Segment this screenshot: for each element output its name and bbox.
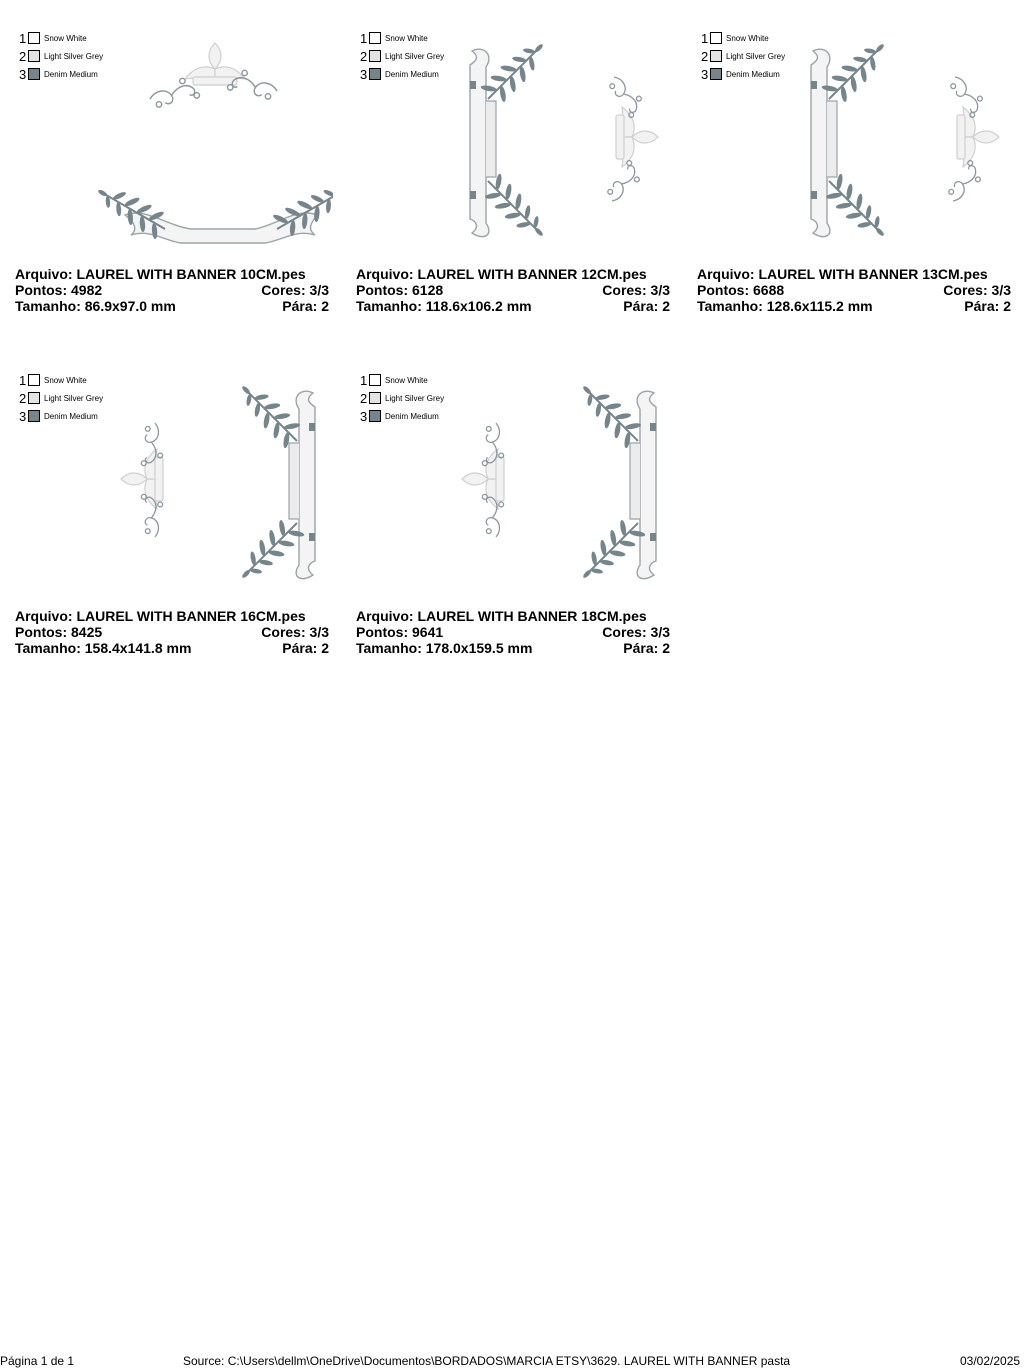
stop-count: Pára: 2 xyxy=(282,640,329,656)
color-count: Cores: 3/3 xyxy=(943,282,1011,298)
color-name: Denim Medium xyxy=(44,411,98,421)
color-name: Snow White xyxy=(385,375,428,385)
file-name: Arquivo: LAUREL WITH BANNER 13CM.pes xyxy=(697,266,988,282)
color-name: Snow White xyxy=(44,375,87,385)
color-name: Light Silver Grey xyxy=(726,51,786,61)
stop-count: Pára: 2 xyxy=(964,298,1011,314)
color-count: Cores: 3/3 xyxy=(261,624,329,640)
design-info xyxy=(15,266,329,314)
legend-number: 2 xyxy=(19,390,27,406)
legend-number: 1 xyxy=(360,372,368,388)
legend-number: 2 xyxy=(701,48,709,64)
embroidery-preview xyxy=(356,29,674,269)
legend-number: 2 xyxy=(360,390,368,406)
legend-number: 2 xyxy=(19,48,27,64)
stitch-count: Pontos: 6688 xyxy=(697,282,785,298)
embroidery-preview xyxy=(697,29,1015,269)
design-size: Tamanho: 158.4x141.8 mm xyxy=(15,640,192,656)
design-info xyxy=(15,608,329,656)
color-name: Snow White xyxy=(44,33,87,43)
color-name: Denim Medium xyxy=(44,69,98,79)
file-name: Arquivo: LAUREL WITH BANNER 16CM.pes xyxy=(15,608,306,624)
color-name: Snow White xyxy=(726,33,769,43)
stop-count: Pára: 2 xyxy=(623,298,670,314)
design-card-4 xyxy=(15,371,333,661)
design-card-5 xyxy=(356,371,674,661)
design-card-3 xyxy=(697,29,1015,319)
legend-number: 3 xyxy=(701,66,709,82)
color-name: Snow White xyxy=(385,33,428,43)
design-size: Tamanho: 128.6x115.2 mm xyxy=(697,298,873,314)
color-count: Cores: 3/3 xyxy=(261,282,329,298)
color-name: Denim Medium xyxy=(726,69,780,79)
embroidery-preview xyxy=(15,371,333,611)
design-info xyxy=(356,608,670,656)
color-name: Light Silver Grey xyxy=(385,393,445,403)
file-name: Arquivo: LAUREL WITH BANNER 10CM.pes xyxy=(15,266,306,282)
embroidery-preview xyxy=(356,371,674,611)
stitch-count: Pontos: 9641 xyxy=(356,624,444,640)
design-size: Tamanho: 178.0x159.5 mm xyxy=(356,640,533,656)
legend-number: 3 xyxy=(19,66,27,82)
color-count: Cores: 3/3 xyxy=(602,282,670,298)
color-count: Cores: 3/3 xyxy=(602,624,670,640)
legend-number: 1 xyxy=(19,30,27,46)
legend-number: 1 xyxy=(701,30,709,46)
stop-count: Pára: 2 xyxy=(623,640,670,656)
legend-number: 3 xyxy=(360,408,368,424)
legend-number: 3 xyxy=(360,66,368,82)
file-name: Arquivo: LAUREL WITH BANNER 18CM.pes xyxy=(356,608,647,624)
color-name: Light Silver Grey xyxy=(385,51,445,61)
file-name: Arquivo: LAUREL WITH BANNER 12CM.pes xyxy=(356,266,647,282)
legend-number: 1 xyxy=(360,30,368,46)
design-info xyxy=(356,266,670,314)
stitch-count: Pontos: 6128 xyxy=(356,282,444,298)
design-card-1 xyxy=(15,29,333,319)
print-date: 03/02/2025 xyxy=(960,1354,1021,1368)
color-name: Light Silver Grey xyxy=(44,51,104,61)
stitch-count: Pontos: 4982 xyxy=(15,282,103,298)
legend-number: 2 xyxy=(360,48,368,64)
design-card-2 xyxy=(356,29,674,319)
stitch-count: Pontos: 8425 xyxy=(15,624,103,640)
embroidery-preview xyxy=(15,29,333,269)
page-number: Página 1 de 1 xyxy=(0,1354,75,1368)
color-name: Denim Medium xyxy=(385,411,439,421)
design-info xyxy=(697,266,1011,314)
source-path: Source: C:\Users\dellm\OneDrive\Documentos\BORDADOS\MARCIA ETSY\3629. LAUREL WITH BANNER pasta xyxy=(183,1354,791,1368)
color-name: Denim Medium xyxy=(385,69,439,79)
legend-number: 1 xyxy=(19,372,27,388)
legend-number: 3 xyxy=(19,408,27,424)
stop-count: Pára: 2 xyxy=(282,298,329,314)
color-name: Light Silver Grey xyxy=(44,393,104,403)
design-size: Tamanho: 118.6x106.2 mm xyxy=(356,298,532,314)
design-size: Tamanho: 86.9x97.0 mm xyxy=(15,298,176,314)
